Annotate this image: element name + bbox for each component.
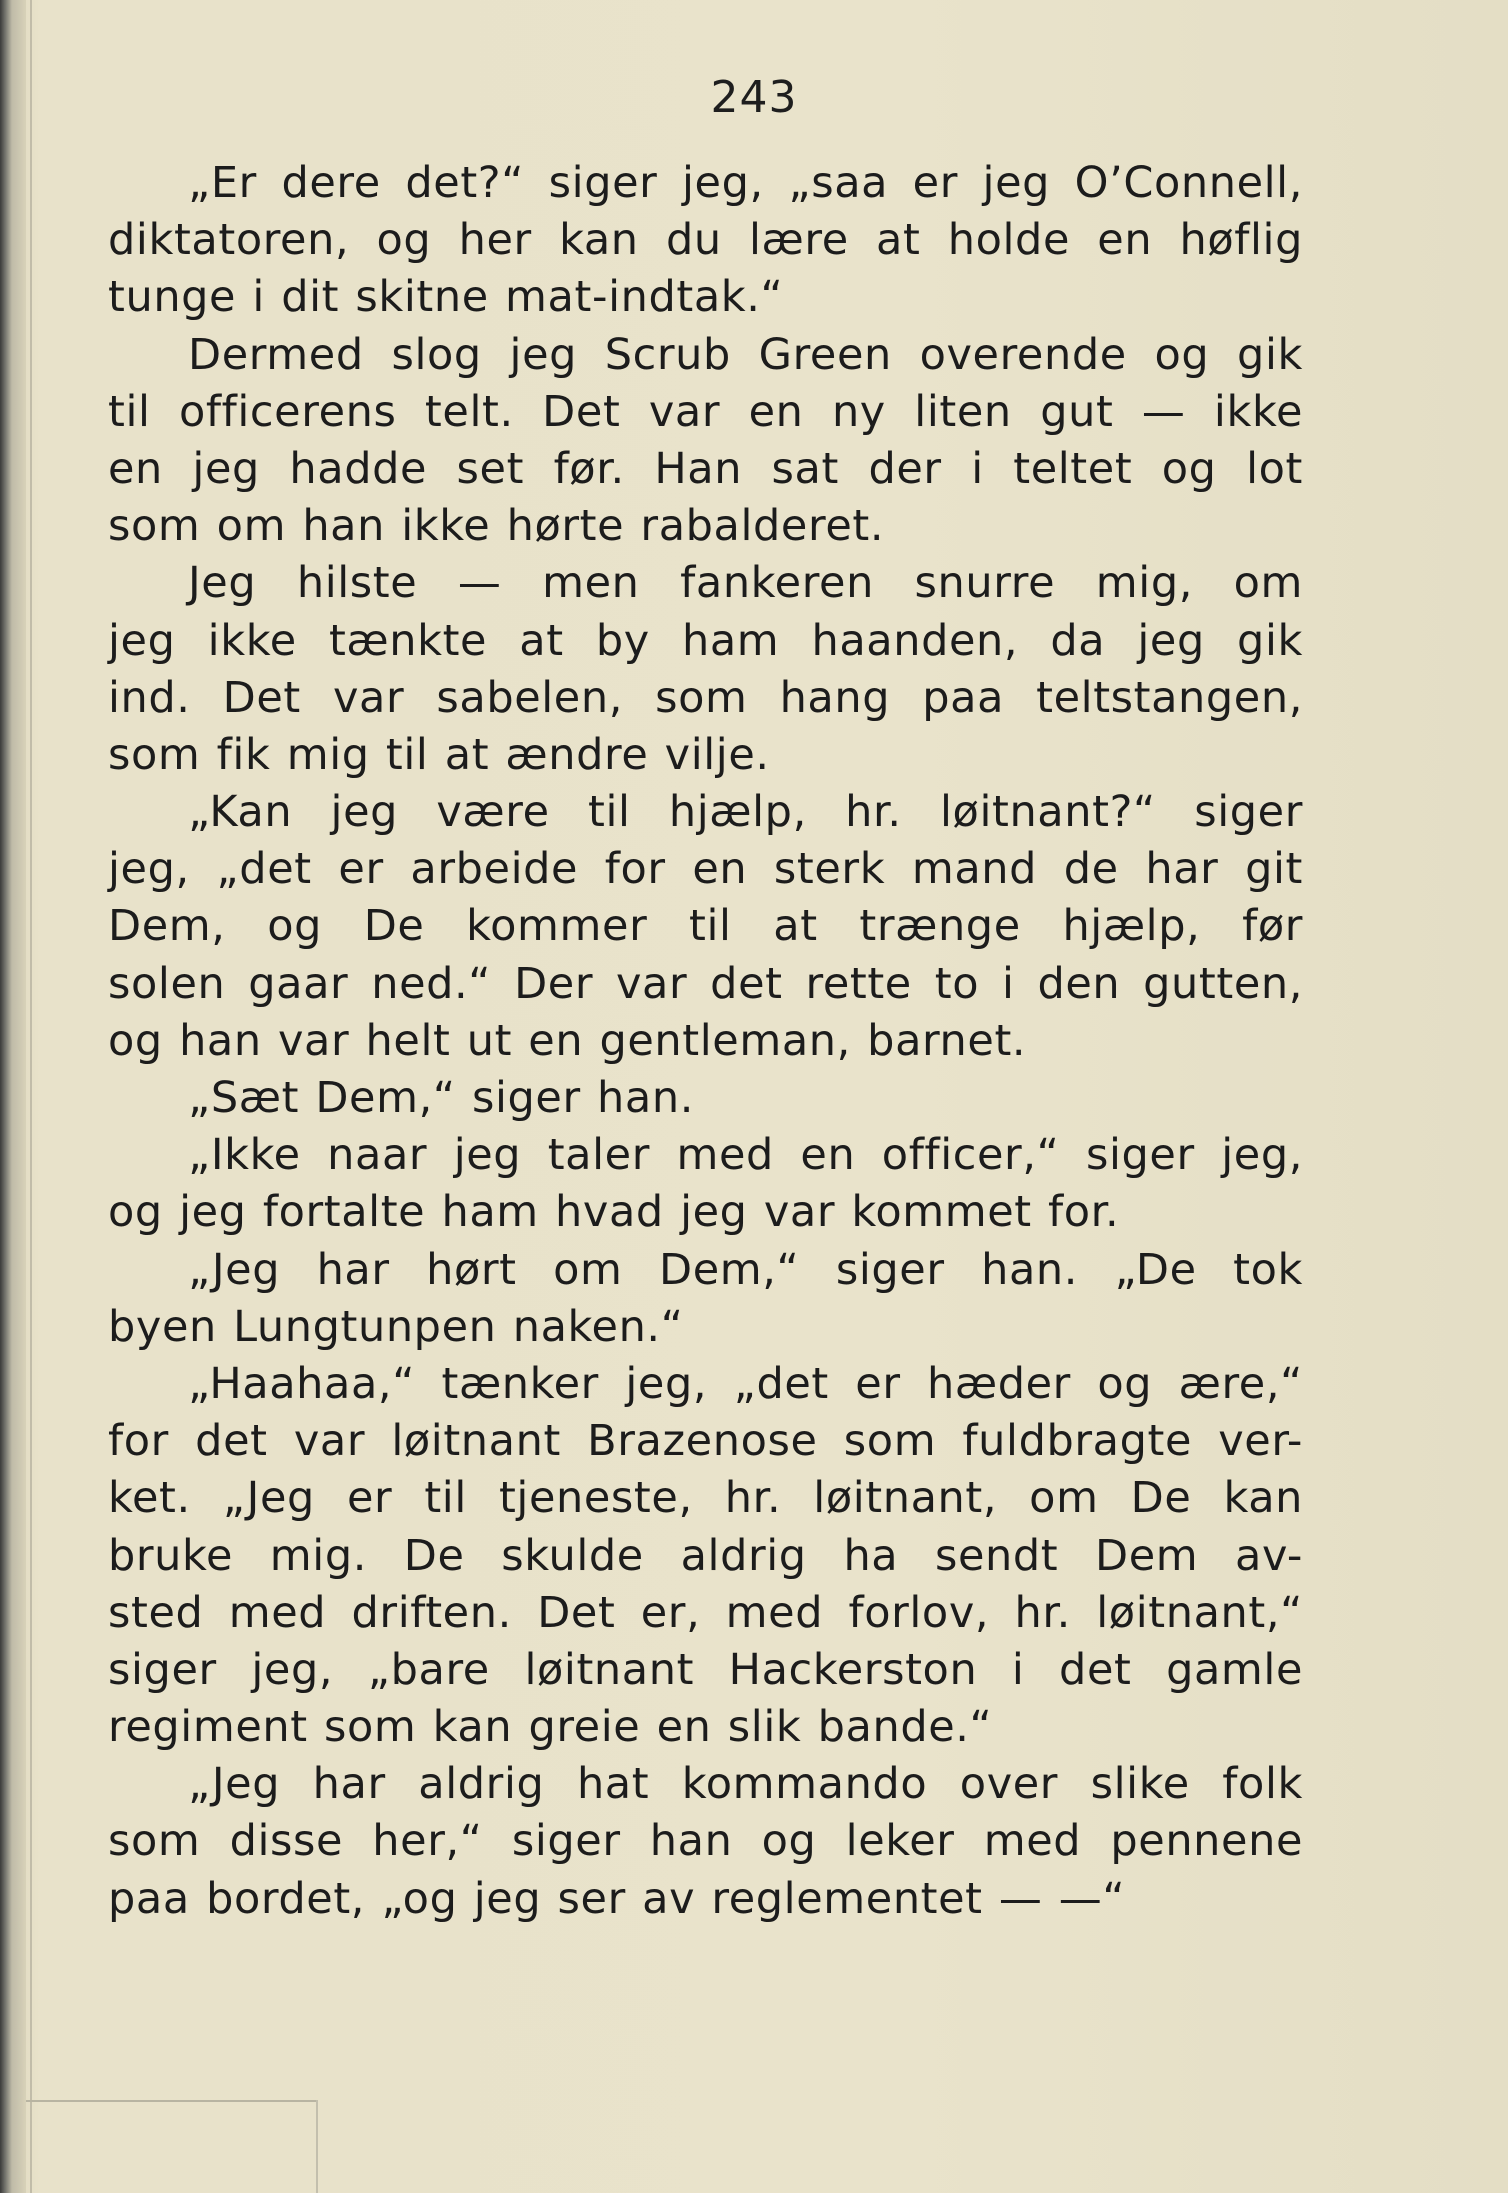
text-line: ket. „Jeg er til tjeneste, hr. løitnant, om De kan (108, 1473, 1303, 1524)
binding-edge (0, 0, 26, 2193)
text-line: som disse her,“ siger han og leker med pennene (108, 1816, 1303, 1867)
text-line: sted med driften. Det er, med forlov, hr. løitnant,“ (108, 1587, 1303, 1638)
page-number: 243 (710, 72, 798, 123)
text-line: jeg, „det er arbeide for en sterk mand de har git (108, 844, 1303, 895)
text-line: „Haahaa,“ tænker jeg, „det er hæder og ære,“ (188, 1358, 1303, 1409)
text-line: diktatoren, og her kan du lære at holde en høflig (108, 215, 1303, 266)
text-line: „Jeg har hørt om Dem,“ siger han. „De tok (188, 1244, 1303, 1295)
text-line: Jeg hilste — men fankeren snurre mig, om (188, 558, 1303, 609)
text-line: en jeg hadde set før. Han sat der i teltet og lot (108, 443, 1303, 494)
text-line: siger jeg, „bare løitnant Hackerston i det gamle (108, 1644, 1303, 1695)
page-corner-mark (26, 2100, 316, 2102)
text-line: „Sæt Dem,“ siger han. (188, 1073, 694, 1123)
page-corner-mark-vertical (316, 2100, 318, 2193)
text-line: bruke mig. De skulde aldrig ha sendt Dem av- (108, 1530, 1303, 1581)
text-line: Dermed slog jeg Scrub Green overende og gik (188, 329, 1303, 380)
text-line: ind. Det var sabelen, som hang paa teltstangen, (108, 672, 1303, 723)
text-line: regiment som kan greie en slik bande.“ (108, 1702, 993, 1753)
text-line: jeg ikke tænkte at by ham haanden, da jeg gik (108, 615, 1303, 666)
text-line: til officerens telt. Det var en ny liten gut — ikke (108, 386, 1303, 437)
text-line: paa bordet, „og jeg ser av reglementet — —“ (108, 1873, 1126, 1924)
text-line: for det var løitnant Brazenose som fuldbragte ver- (108, 1416, 1303, 1467)
text-line: tunge i dit skitne mat-indtak.“ (108, 272, 784, 323)
text-line: solen gaar ned.“ Der var det rette to i den gutten, (108, 958, 1303, 1009)
text-line: Dem, og De kommer til at trænge hjælp, før (108, 901, 1303, 952)
text-line: „Kan jeg være til hjælp, hr. løitnant?“ siger (188, 787, 1303, 838)
text-line: og han var helt ut en gentleman, barnet. (108, 1015, 1027, 1066)
binding-gutter-line (30, 0, 32, 2193)
text-line: som fik mig til at ændre vilje. (108, 729, 770, 780)
text-line: byen Lungtunpen naken.“ (108, 1301, 684, 1352)
text-line: „Jeg har aldrig hat kommando over slike folk (188, 1759, 1303, 1810)
text-line: og jeg fortalte ham hvad jeg var kommet for. (108, 1187, 1120, 1238)
text-line: „Ikke naar jeg taler med en officer,“ siger jeg, (188, 1130, 1303, 1181)
text-line: som om han ikke hørte rabalderet. (108, 501, 885, 552)
text-line: „Er dere det?“ siger jeg, „saa er jeg O’Connell, (188, 158, 1303, 208)
body-text (108, 155, 1303, 1928)
